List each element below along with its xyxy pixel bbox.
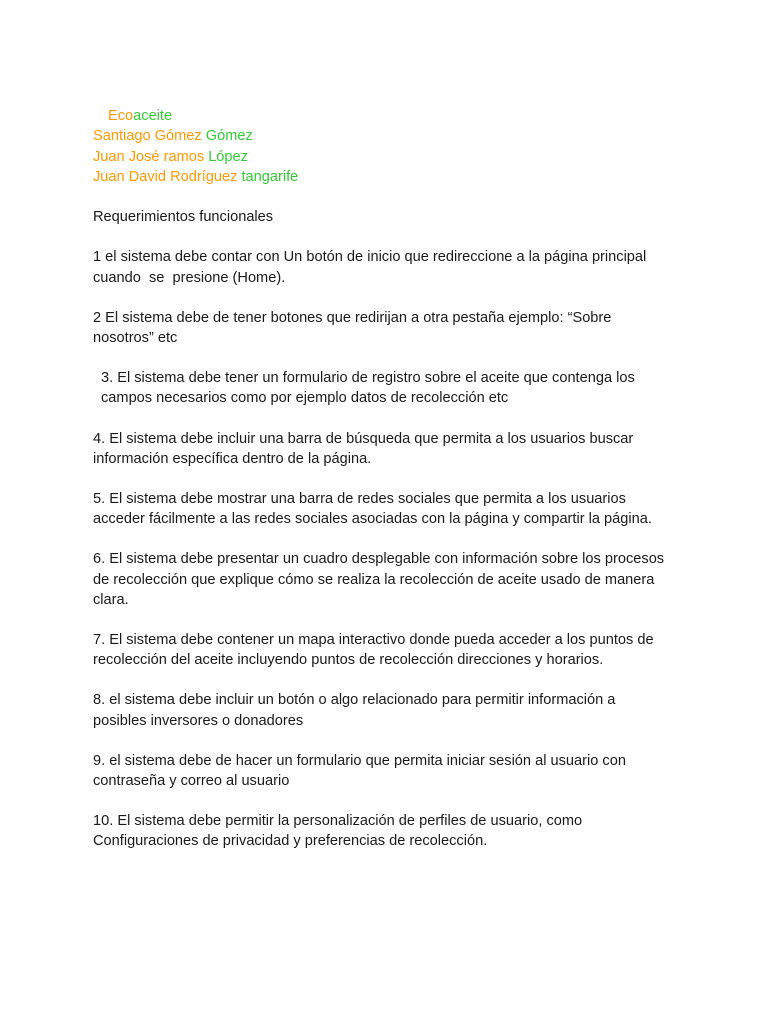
requirement-item: 4. El sistema debe incluir una barra de búsqueda que permita a los usuarios buscar información específica dentro de la página. bbox=[93, 430, 638, 467]
requirements-list bbox=[93, 247, 673, 851]
brand-name-aceite: aceite bbox=[133, 108, 173, 124]
author-name-last: López bbox=[208, 148, 248, 165]
requirement-item: 2 El sistema debe de tener botones que redirijan a otra pestaña ejemplo: “Sobre nosotros” etc bbox=[93, 309, 616, 346]
author-name bbox=[93, 167, 673, 187]
author-name-last: tangarife bbox=[241, 168, 299, 185]
brand-name-eco: Eco bbox=[108, 108, 134, 124]
requirement-item: 5. El sistema debe mostrar una barra de redes sociales que permita a los usuarios acceder fácilmente a las redes sociales asociadas con la página y compartir la página. bbox=[93, 491, 652, 528]
requirement-item: 9. el sistema debe de hacer un formulario que permita iniciar sesión al usuario con contraseña y correo al usuario bbox=[93, 752, 631, 790]
requirement-item: 8. el sistema debe incluir un botón o algo relacionado para permitir información a posibles inversores o donadores bbox=[93, 692, 620, 729]
author-name-last: Gómez bbox=[205, 128, 253, 145]
section-title: Requerimientos funcionales bbox=[93, 209, 274, 226]
requirement-item: 6. El sistema debe presentar un cuadro desplegable con información sobre los procesos de recolección que explique cómo se realiza la recolección de aceite usado de manera clara. bbox=[93, 551, 669, 608]
author-name bbox=[93, 126, 673, 146]
brand-name bbox=[93, 106, 673, 126]
requirement-item: 10. El sistema debe permitir la personalización de perfiles de usuario, como Configuraciones de privacidad y preferencias de recolección. bbox=[93, 813, 587, 850]
requirement-item: 3. El sistema debe tener un formulario de registro sobre el aceite que contenga los campos necesarios como por ejemplo datos de recolección etc bbox=[101, 370, 639, 407]
document-header bbox=[93, 106, 673, 187]
author-name bbox=[93, 147, 673, 167]
requirement-item: 7. El sistema debe contener un mapa interactivo donde pueda acceder a los puntos de recolección del aceite incluyendo puntos de recolección direcciones y horarios. bbox=[93, 632, 658, 669]
document-page bbox=[93, 106, 673, 852]
author-name-first: Juan José ramos bbox=[93, 148, 209, 165]
author-name-first: Santiago Gómez bbox=[93, 128, 206, 145]
requirement-item: 1 el sistema debe contar con Un botón de inicio que redireccione a la página principal cuando se presione (Home). bbox=[93, 249, 647, 286]
author-name-first: Juan David Rodríguez bbox=[93, 168, 242, 185]
